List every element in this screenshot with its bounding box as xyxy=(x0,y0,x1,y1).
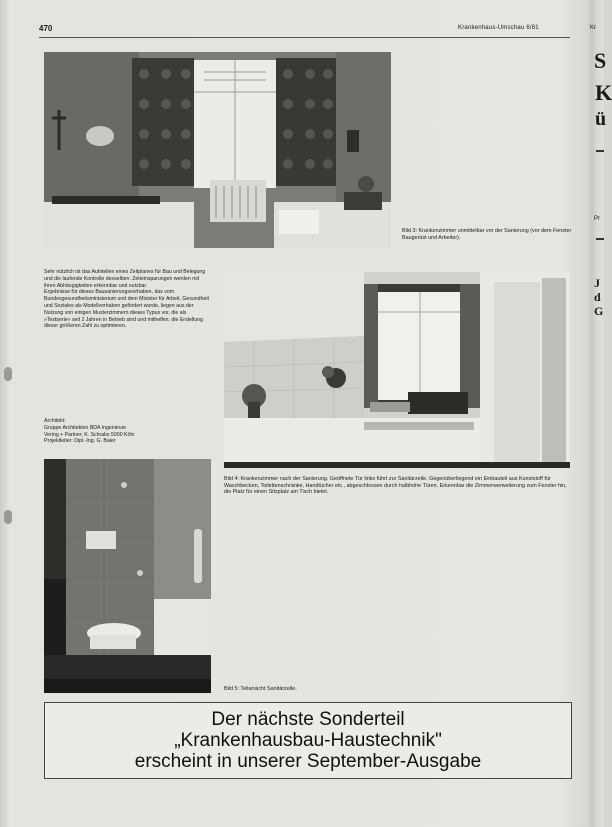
next-page-small-text: Pr xyxy=(594,216,600,222)
next-page-letter: ü xyxy=(595,108,607,130)
figure-4-caption: Bild 4: Krankenzimmer nach der Sanierung. Geöffnete Tür links führt zur Sanitärzelle. Gegenüberliegend ein Einbauteil aus Kunststoff für Waschbecken, Toilettenschränke, Handtücher etc., abgeschlossen durch halbhohe Türen. Erkennbar die Zimmerwerweiterung zum Fenster hin, die Platz für einen Sitzplatz am Tisch bietet. xyxy=(224,476,567,496)
announcement-box xyxy=(44,702,572,779)
next-page-dash xyxy=(596,238,604,240)
architect-project-lead: Projektleiter: Dipl.-Ing. G. Baier xyxy=(44,438,116,445)
architect-partner: Vering + Partner, K. Schrabs 5000 Köln xyxy=(44,431,135,438)
photo-room-after xyxy=(224,272,570,468)
photo-sanitary-cell-image xyxy=(44,459,211,693)
photo-room-before-image xyxy=(44,52,391,248)
body-paragraph: Sehr nützlich ist das Aufstellen eines Zeitplanes für Bau und Belegung und die laufende Kontrolle desselben. Zeiteinsparungen werden mit ihren Abhängigkeiten erkennbar und nutzbar. xyxy=(44,269,206,289)
next-page-letter: J xyxy=(594,276,600,290)
announcement-line-2: „Krankenhausbau-Haustechnik" xyxy=(174,730,442,751)
next-page-edge xyxy=(578,0,612,827)
page-number: 470 xyxy=(39,24,53,33)
next-page-letter: d xyxy=(594,290,601,304)
running-title: Krankenhaus-Umschau 6/81 xyxy=(458,25,539,31)
binder-hole xyxy=(4,367,12,381)
next-page-letter: G xyxy=(594,304,604,318)
next-page-dash xyxy=(596,150,604,152)
photo-room-before xyxy=(44,52,391,248)
next-page-letter: S xyxy=(594,48,607,73)
announcement-line-3: erscheint in unserer September-Ausgabe xyxy=(134,751,482,772)
architect-firm: Gruppe Architekten BDA Ingenieure xyxy=(44,424,127,431)
next-page-running: Kr xyxy=(590,25,596,31)
photo-room-after-image xyxy=(224,272,570,468)
body-paragraph: Ergebnisse für dieses Bausanierungsvorhaben, das vom Bundesgesundheitsministerium und dem Minister für Arbeit, Gesundheit und Soziales als Modellvorhaben gefördert wurde, liegen aus der Nutzung von einigen Musterzimmern dieses Typus vor, die als »Testserie« seit 2 Jahren in Betrieb sind und mithelfen, die Erstellung dieser größeren Zahl zu optimieren. xyxy=(44,289,209,330)
architect-label: Architekt: xyxy=(44,418,66,424)
announcement-line-1: Der nächste Sonderteil xyxy=(211,709,405,730)
figure-3-caption: Bild 3: Krankenzimmer unmittelbar vor der Sanierung (vor dem Fenster Baugerüst und Arbeiter). xyxy=(402,228,572,241)
figure-5-caption: Bild 5: Teilansicht Sanitärzelle. xyxy=(224,686,297,692)
article-body xyxy=(44,269,210,330)
binder-hole xyxy=(4,510,12,524)
photo-sanitary-cell xyxy=(44,459,211,693)
header-rule xyxy=(39,37,570,38)
architect-credits xyxy=(44,418,219,445)
next-page-letter: K xyxy=(595,80,612,105)
